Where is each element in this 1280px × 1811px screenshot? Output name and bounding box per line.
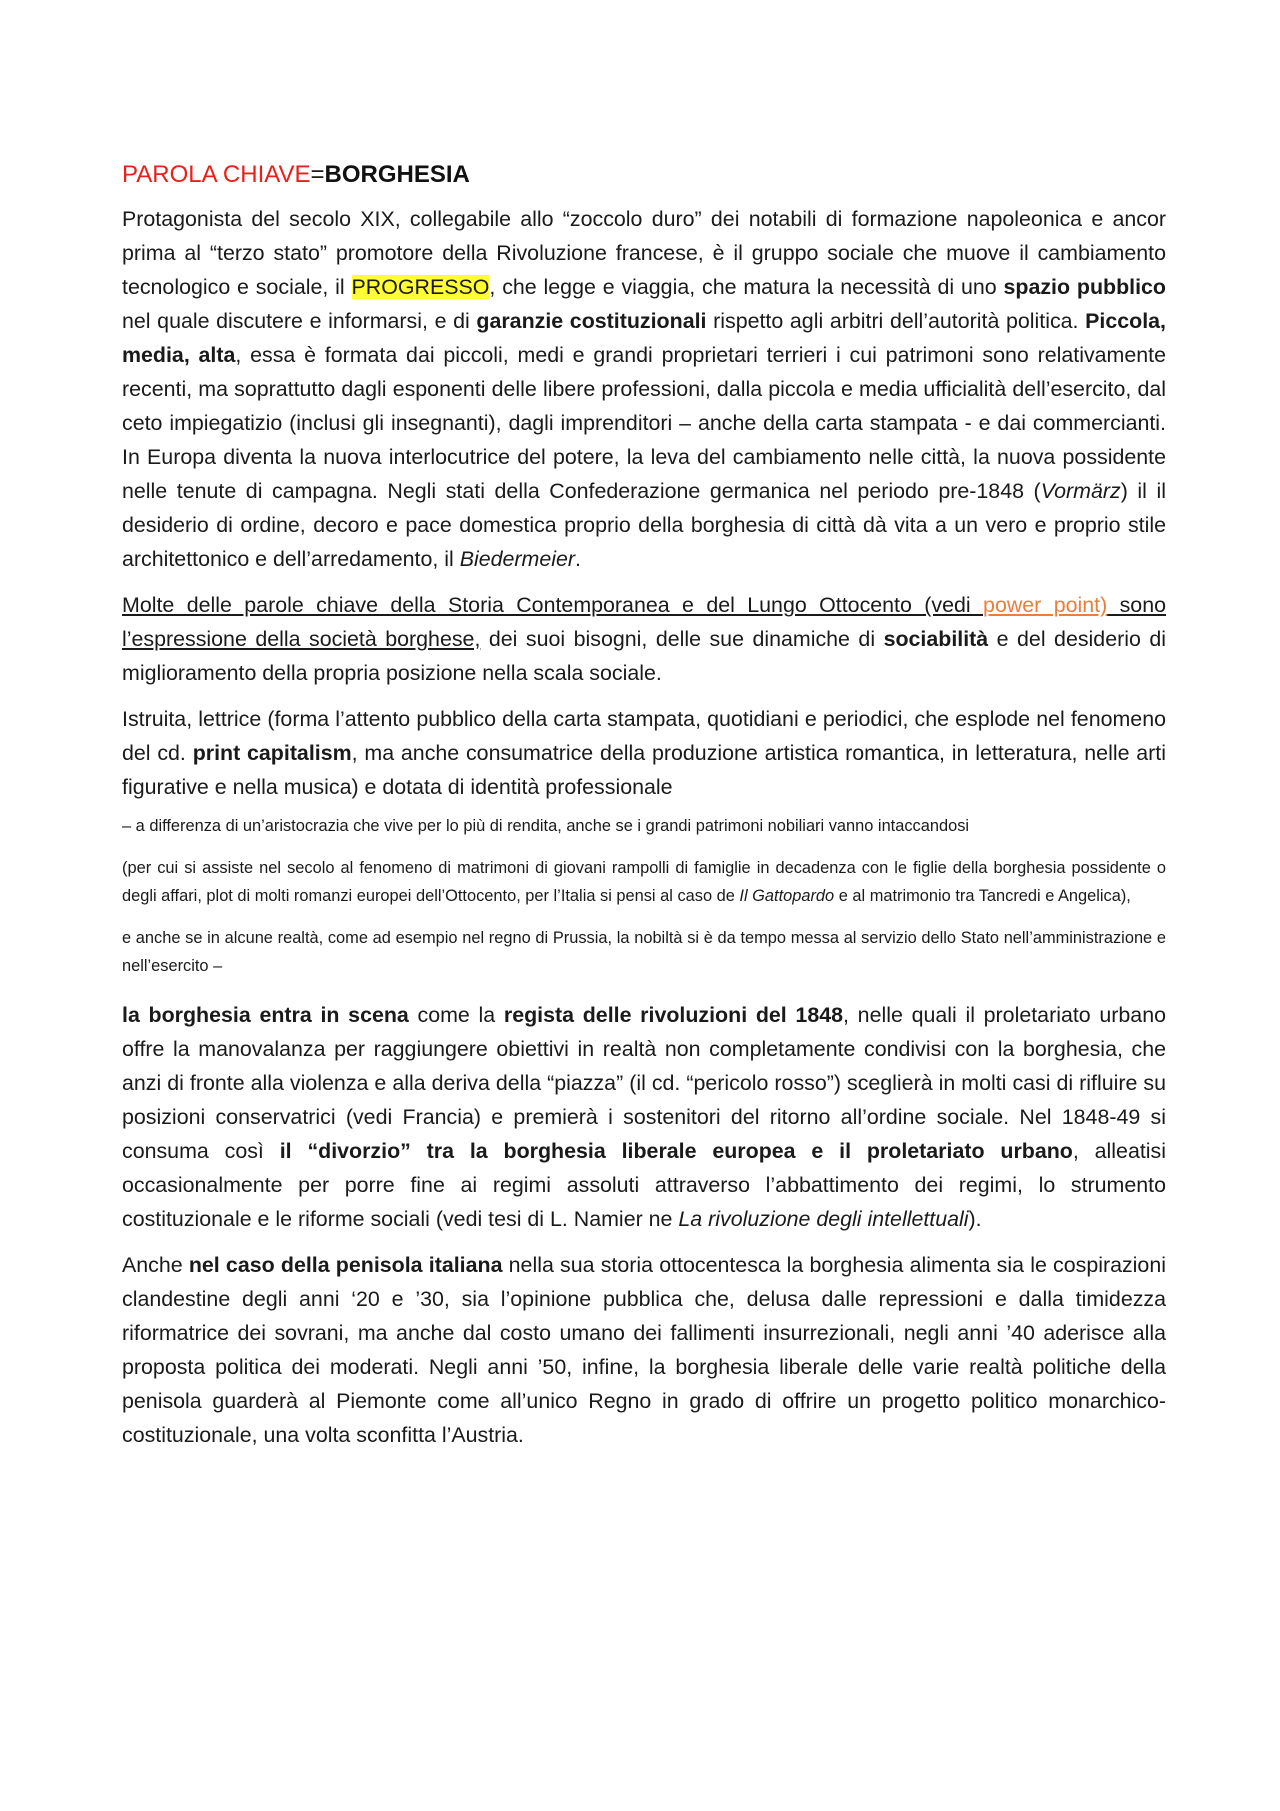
keyword-borghesia: BORGHESIA — [324, 161, 470, 188]
text: Istruita, lettrice (forma l’attento pubblico della carta stampata, quotidiani e periodici, che esplode nel fenomeno del cd. — [122, 707, 1166, 765]
keyword-label: PAROLA CHIAVE — [122, 161, 311, 188]
text: nel quale discutere e informarsi, e di — [122, 309, 477, 333]
small-paragraph-prussia — [122, 924, 1166, 980]
small-paragraph-matrimoni — [122, 854, 1166, 910]
paragraph-parole-chiave — [122, 588, 1166, 690]
text: nella sua storia ottocentesca la borghesia alimenta sia le cospirazioni clandestine degli anni ‘20 e ’30, sia l’opinione pubblica che, delusa dalle repressioni e dalla timidezza riformatrice dei sovrani, ma anche dal costo umano dei fallimenti insurrezionali, negli anni ’40 aderisce alla proposta politica dei moderati. Negli anni ’50, infine, la borghesia liberale delle varie realtà politiche della penisola guarderà al Piemonte come all’unico Regno in grado di offrire un progetto politico monarchico-costituzionale, una volta sconfitta l’Austria. — [122, 1253, 1166, 1447]
italic-vormarz: Vormärz — [1040, 479, 1121, 503]
text: , alleatisi occasionalmente per porre fine ai regimi assoluti attraverso l’abbattimento dei regimi, lo strumento costituzionale e le riforme sociali (vedi tesi di L. Namier ne — [122, 1139, 1166, 1231]
italic-biedermeier: Biedermeier — [459, 547, 576, 571]
title-equals: = — [310, 161, 325, 188]
text: ) il il desiderio di ordine, decoro e pace domestica proprio della borghesia di città dà vita a un vero e proprio stile architettonico e dell’arredamento, il — [122, 479, 1166, 571]
text: (per cui si assiste nel secolo al fenomeno di matrimoni di giovani rampolli di famiglie in decadenza con le figlie della borghesia possidente o degli affari, plot di molti romanzi europei dell’Ottocento, per l’Italia si pensi al caso de — [122, 859, 1166, 905]
text: e al matrimonio tra Tancredi e Angelica), — [834, 887, 1131, 905]
text: , nelle quali il proletariato urbano offre la manovalanza per raggiungere obiettivi in realtà non completamente condivisi con la borghesia, che anzi di fronte alla violenza e alla deriva della “piazza” (il cd. “pericolo rosso”) sceglierà in molti casi di rifluire su posizioni conservatrici (vedi Francia) e premierà i sostenitori del ritorno all’ordine sociale. Nel 1848-49 si consuma così — [122, 1003, 1166, 1163]
highlighted-progresso: PROGRESSO — [351, 275, 490, 299]
paragraph-penisola-italiana — [122, 1248, 1166, 1452]
bold-garanzie: garanzie costituzionali — [476, 309, 707, 333]
italic-gattopardo: Il Gattopardo — [739, 887, 835, 905]
document-page — [122, 158, 1166, 1464]
italic-rivoluzione-intellettuali: La rivoluzione degli intellettuali — [678, 1207, 969, 1231]
text: dei suoi bisogni, delle sue dinamiche di — [480, 627, 884, 651]
text: Anche — [122, 1253, 189, 1277]
small-paragraph-aristocrazia — [122, 812, 1166, 840]
text: , che legge e viaggia, che matura la necessità di uno — [489, 275, 1004, 299]
text: come la — [408, 1003, 504, 1027]
text: Protagonista del secolo XIX, collegabile allo “zoccolo duro” dei notabili di formazione napoleonica e ancor prima al “terzo stato” promotore della Rivoluzione francese, è il gruppo sociale che muove il cambiamento tecnologico e sociale, il — [122, 207, 1166, 299]
text: e anche se in alcune realtà, come ad esempio nel regno di Prussia, la nobiltà si è da tempo messa al servizio dello Stato nell’amministrazione e nell’esercito – — [122, 929, 1166, 975]
paragraph-1848 — [122, 998, 1166, 1236]
bold-penisola-italiana: nel caso della penisola italiana — [188, 1253, 503, 1277]
page-title — [122, 158, 1166, 192]
text: ). — [968, 1207, 982, 1231]
underlined-text: Molte delle parole chiave della Storia Contemporanea e del Lungo Ottocento (vedi — [122, 593, 984, 617]
text: – a differenza di un’aristocrazia che vive per lo più di rendita, anche se i grandi patrimoni nobiliari vanno intaccandosi — [122, 817, 970, 835]
text: rispetto agli arbitri dell’autorità politica. — [706, 309, 1086, 333]
text: , essa è formata dai piccoli, medi e grandi proprietari terrieri i cui patrimoni sono relativamente recenti, ma soprattutto dagli esponenti delle libere professioni, dalla piccola e media ufficialità dell’esercito, dal ceto impiegatizio (inclusi gli insegnanti), dagli imprenditori – anche della carta stampata - e dai commercianti. In Europa diventa la nuova interlocutrice del potere, la leva del cambiamento nelle città, la nuova possidente nelle tenute di campagna. Negli stati della Confederazione germanica nel periodo pre-1848 ( — [122, 343, 1166, 503]
bold-divorzio: il “divorzio” tra la borghesia liberale europea e il proletariato urbano — [279, 1139, 1073, 1163]
text: . — [575, 547, 581, 571]
text: e del desiderio di miglioramento della propria posizione nella scala sociale. — [122, 627, 1166, 685]
text: , ma anche consumatrice della produzione artistica romantica, in letteratura, nelle arti figurative e nella musica) e dotata di identità professionale — [122, 741, 1166, 799]
underlined-text: sono l’espressione della società borghese, — [122, 593, 1166, 651]
bold-print-capitalism: print capitalism — [192, 741, 352, 765]
bold-entra-in-scena: la borghesia entra in scena — [122, 1003, 409, 1027]
bold-piccola-media-alta: Piccola, media, alta — [122, 309, 1166, 367]
bold-sociabilita: sociabilità — [883, 627, 989, 651]
paragraph-istruita — [122, 702, 1166, 804]
bold-regista: regista delle rivoluzioni del 1848 — [503, 1003, 844, 1027]
bold-spazio-pubblico: spazio pubblico — [1003, 275, 1167, 299]
power-point-link[interactable]: power point) — [983, 593, 1108, 617]
paragraph-intro — [122, 202, 1166, 576]
